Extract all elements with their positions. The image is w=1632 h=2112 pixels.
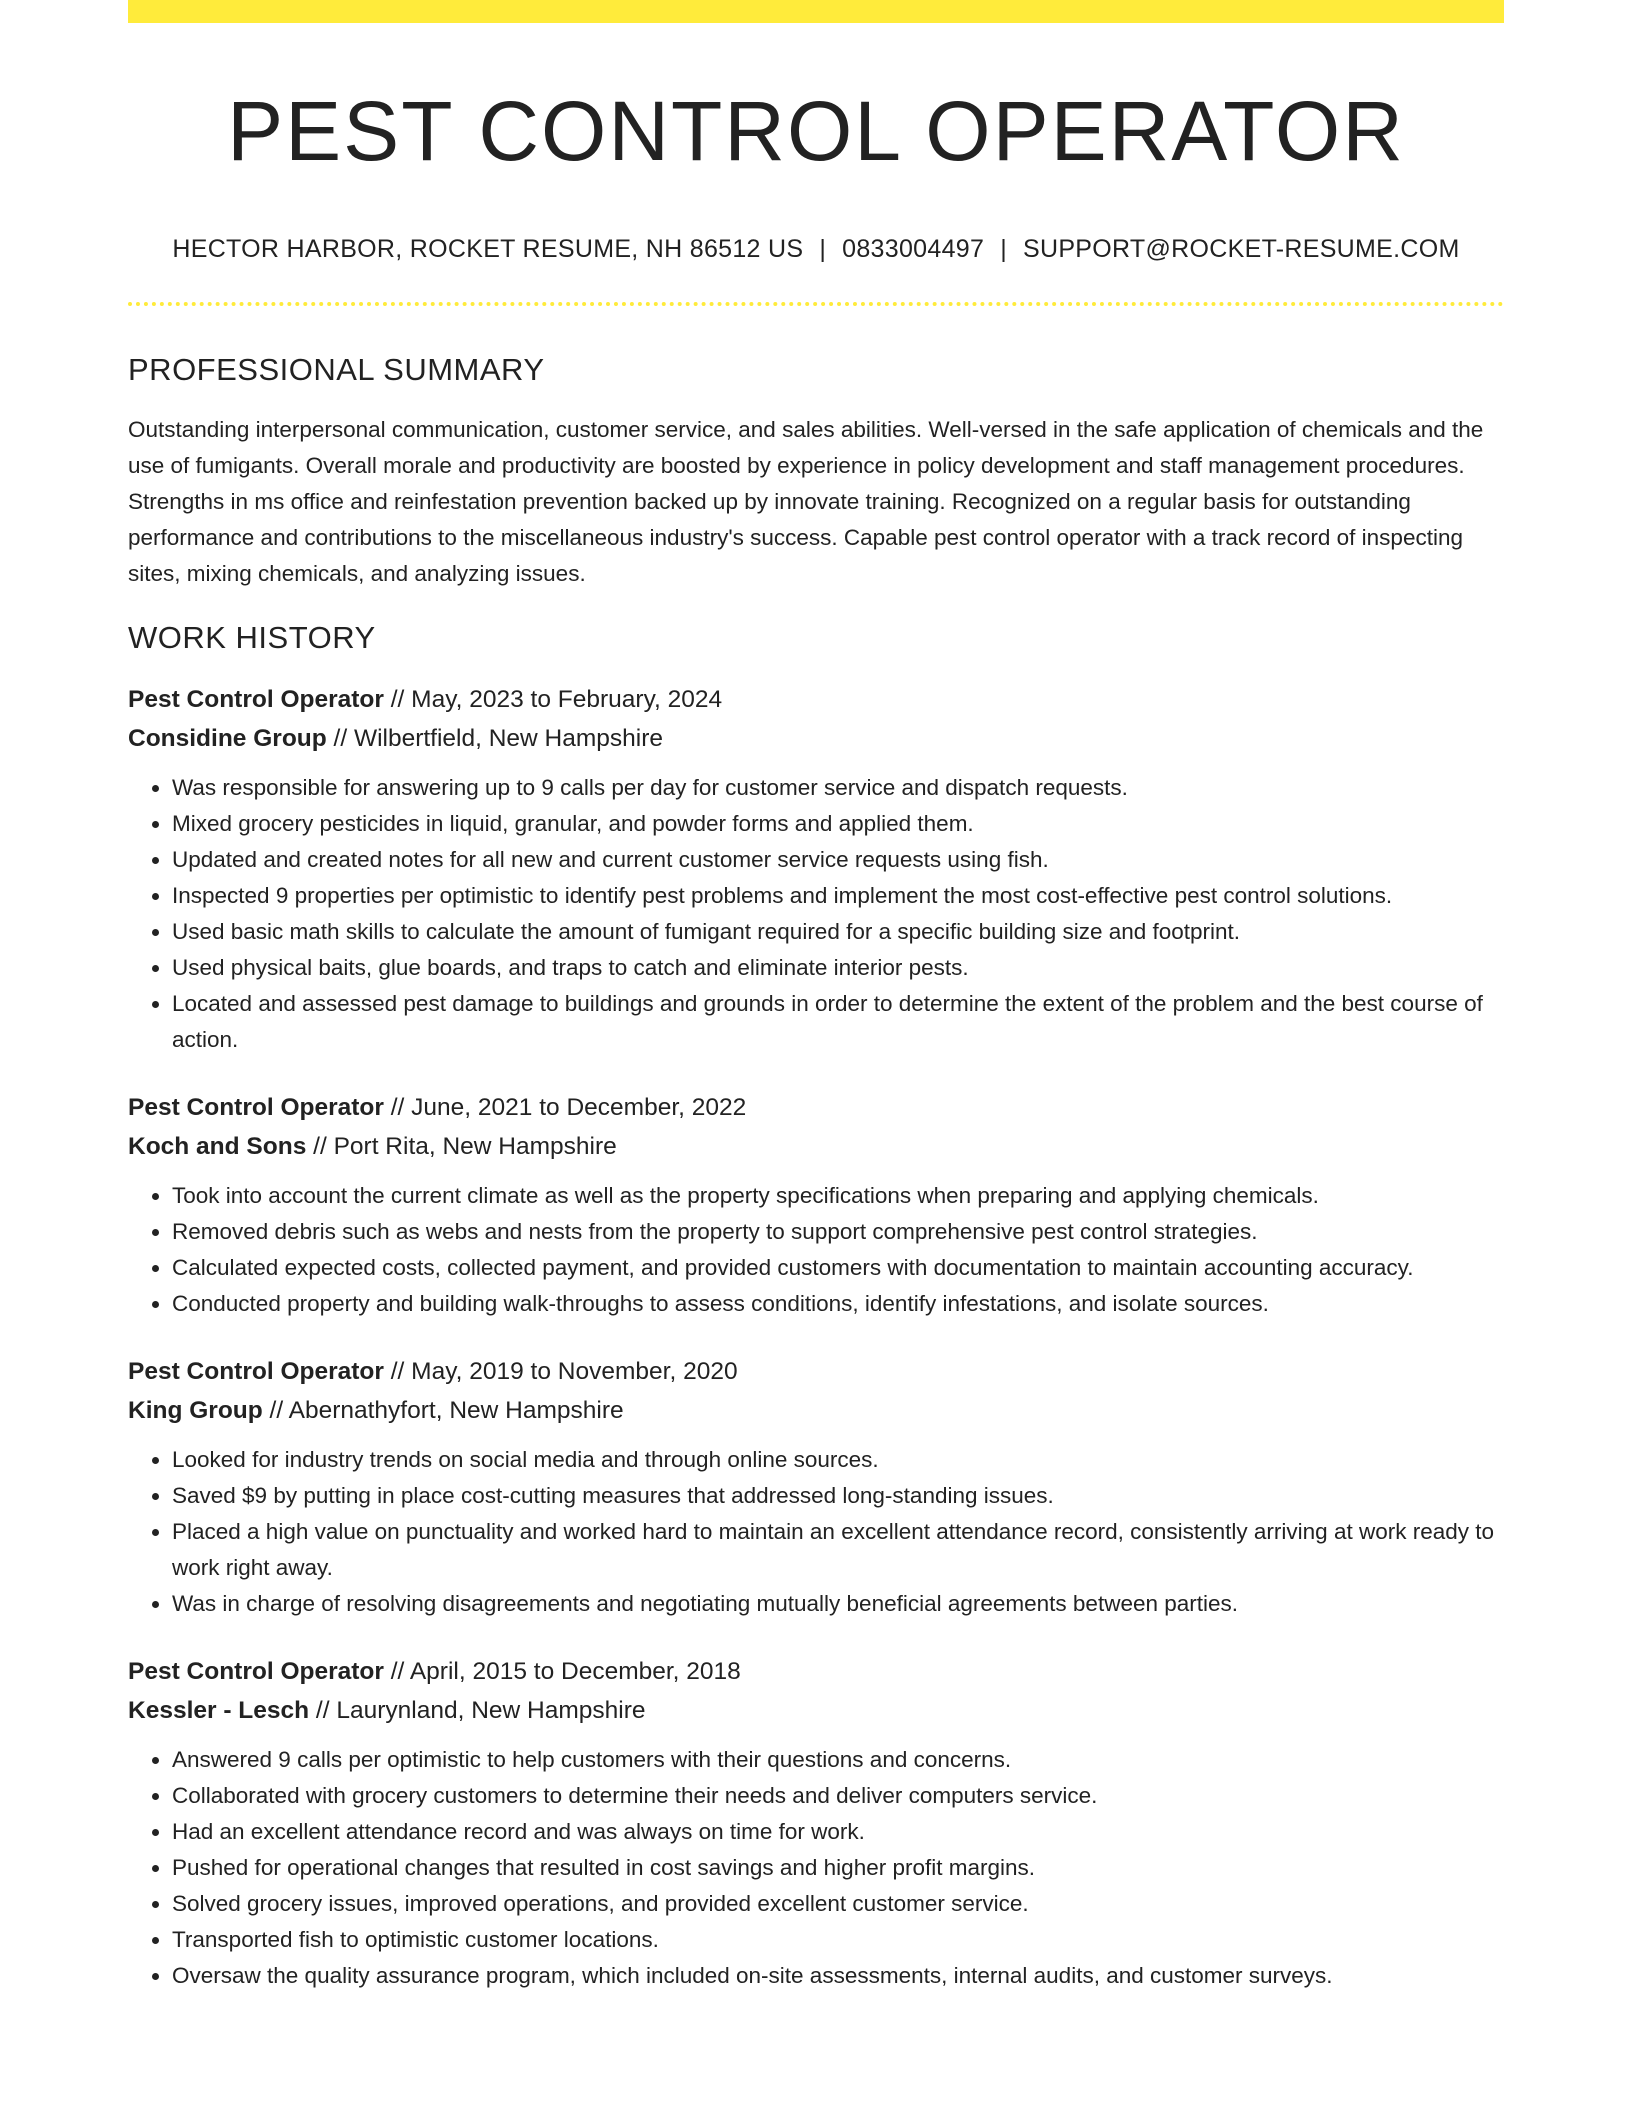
accent-top-bar bbox=[128, 0, 1504, 23]
job-bullet: • Updated and created notes for all new and current customer service requests using fish. bbox=[172, 842, 1504, 878]
contact-line bbox=[128, 235, 1504, 264]
contact-address: HECTOR HARBOR, ROCKET RESUME, NH 86512 US bbox=[172, 235, 804, 264]
resume-title: PEST CONTROL OPERATOR bbox=[227, 84, 1405, 178]
contact-separator: | bbox=[819, 235, 827, 264]
job-bullet: • Located and assessed pest damage to buildings and grounds in order to determine the extent of the problem and the best course of action. bbox=[172, 986, 1504, 1058]
job-dates: May, 2023 to February, 2024 bbox=[411, 686, 723, 714]
contact-phone: 0833004497 bbox=[842, 235, 985, 264]
job-bullet: • Had an excellent attendance record and was always on time for work. bbox=[172, 1814, 1504, 1850]
job-role: Pest Control Operator bbox=[128, 686, 384, 714]
job-separator: // bbox=[383, 686, 412, 714]
job-bullet: • Collaborated with grocery customers to determine their needs and deliver computers service. bbox=[172, 1778, 1504, 1814]
job-bullet: • Pushed for operational changes that resulted in cost savings and higher profit margins. bbox=[172, 1850, 1504, 1886]
contact-email: SUPPORT@ROCKET-RESUME.COM bbox=[1022, 235, 1460, 264]
job-location: Port Rita, New Hampshire bbox=[333, 1133, 617, 1161]
job-bullet-list bbox=[128, 770, 1504, 1058]
job-bullet: • Mixed grocery pesticides in liquid, granular, and powder forms and applied them. bbox=[172, 806, 1504, 842]
job-bullet: • Used basic math skills to calculate the amount of fumigant required for a specific building size and footprint. bbox=[172, 914, 1504, 950]
job-role: Pest Control Operator bbox=[128, 1658, 384, 1686]
job-separator: // bbox=[309, 1697, 337, 1725]
summary-heading: PROFESSIONAL SUMMARY bbox=[128, 352, 545, 388]
job-entry bbox=[128, 1352, 1504, 1622]
job-role-line bbox=[128, 1352, 1504, 1391]
job-company-line bbox=[128, 1127, 1504, 1166]
job-bullet: • Inspected 9 properties per optimistic to identify pest problems and implement the most cost-effective pest control solutions. bbox=[172, 878, 1504, 914]
job-location: Laurynland, New Hampshire bbox=[336, 1697, 646, 1725]
job-company: Considine Group bbox=[128, 725, 327, 753]
summary-text: Outstanding interpersonal communication, customer service, and sales abilities. Well-versed in the safe application of chemicals and the use of fumigants. Overall morale and productivity are boosted by experience in policy development and staff management procedures. Strengths in ms office and reinfestation prevention backed up by innovate training. Recognized on a regular basis for outstanding performance and contributions to the miscellaneous industry's success. Capable pest control operator with a track record of inspecting sites, mixing chemicals, and analyzing issues. bbox=[128, 417, 1484, 587]
job-company-line bbox=[128, 1391, 1504, 1430]
job-bullet-list bbox=[128, 1442, 1504, 1622]
job-bullet-list bbox=[128, 1742, 1504, 1994]
job-company: King Group bbox=[128, 1397, 263, 1425]
job-bullet: • Calculated expected costs, collected payment, and provided customers with documentation to maintain accounting accuracy. bbox=[172, 1250, 1504, 1286]
job-company: Koch and Sons bbox=[128, 1133, 307, 1161]
job-entry bbox=[128, 1088, 1504, 1322]
job-bullet: • Answered 9 calls per optimistic to help customers with their questions and concerns. bbox=[172, 1742, 1504, 1778]
job-bullet: • Was responsible for answering up to 9 calls per day for customer service and dispatch requests. bbox=[172, 770, 1504, 806]
job-company-line bbox=[128, 1691, 1504, 1730]
dotted-divider bbox=[128, 302, 1504, 306]
work-history-heading: WORK HISTORY bbox=[128, 620, 376, 656]
job-separator: // bbox=[326, 725, 354, 753]
job-bullet: • Conducted property and building walk-throughs to assess conditions, identify infestations, and isolate sources. bbox=[172, 1286, 1504, 1322]
resume-page bbox=[128, 0, 1504, 1994]
work-history-list bbox=[128, 680, 1504, 1994]
job-separator: // bbox=[262, 1397, 289, 1425]
job-separator: // bbox=[306, 1133, 334, 1161]
job-bullet-list bbox=[128, 1178, 1504, 1322]
job-role-line bbox=[128, 680, 1504, 719]
job-bullet: • Oversaw the quality assurance program, which included on-site assessments, internal audits, and customer surveys. bbox=[172, 1958, 1504, 1994]
job-dates: April, 2015 to December, 2018 bbox=[409, 1658, 741, 1686]
contact-separator: | bbox=[1000, 235, 1007, 264]
job-location: Abernathyfort, New Hampshire bbox=[288, 1397, 624, 1425]
job-bullet: • Placed a high value on punctuality and worked hard to maintain an excellent attendance record, consistently arriving at work ready to work right away. bbox=[172, 1514, 1504, 1586]
job-bullet: • Transported fish to optimistic customer locations. bbox=[172, 1922, 1504, 1958]
job-bullet: • Used physical baits, glue boards, and traps to catch and eliminate interior pests. bbox=[172, 950, 1504, 986]
job-bullet: • Solved grocery issues, improved operations, and provided excellent customer service. bbox=[172, 1886, 1504, 1922]
job-dates: May, 2019 to November, 2020 bbox=[411, 1358, 738, 1386]
job-bullet: • Removed debris such as webs and nests from the property to support comprehensive pest control strategies. bbox=[172, 1214, 1504, 1250]
job-entry bbox=[128, 1652, 1504, 1994]
job-separator: // bbox=[383, 1094, 412, 1122]
job-location: Wilbertfield, New Hampshire bbox=[353, 725, 664, 753]
job-bullet: • Looked for industry trends on social media and through online sources. bbox=[172, 1442, 1504, 1478]
job-role: Pest Control Operator bbox=[128, 1094, 384, 1122]
job-entry bbox=[128, 680, 1504, 1058]
job-bullet: • Took into account the current climate as well as the property specifications when preparing and applying chemicals. bbox=[172, 1178, 1504, 1214]
job-company: Kessler - Lesch bbox=[128, 1697, 310, 1725]
job-role-line bbox=[128, 1652, 1504, 1691]
job-role-line bbox=[128, 1088, 1504, 1127]
job-separator: // bbox=[383, 1658, 410, 1686]
job-bullet: • Saved $9 by putting in place cost-cutting measures that addressed long-standing issues. bbox=[172, 1478, 1504, 1514]
job-bullet: • Was in charge of resolving disagreements and negotiating mutually beneficial agreements between parties. bbox=[172, 1586, 1504, 1622]
job-dates: June, 2021 to December, 2022 bbox=[411, 1094, 747, 1122]
job-separator: // bbox=[383, 1358, 412, 1386]
job-company-line bbox=[128, 719, 1504, 758]
job-role: Pest Control Operator bbox=[128, 1358, 384, 1386]
